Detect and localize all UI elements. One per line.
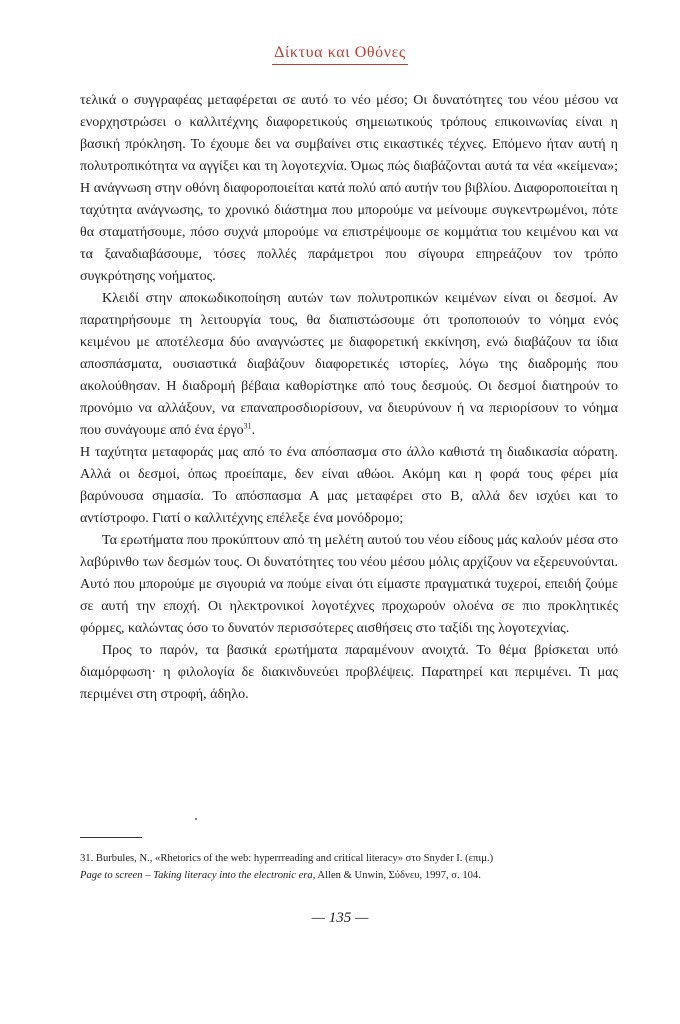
- header-title: Δίκτυα και Οθόνες: [272, 44, 408, 65]
- footnote-reference: 31: [243, 421, 252, 431]
- footnote-number: 31.: [80, 853, 94, 864]
- footnote-rule: [80, 837, 142, 838]
- paragraph-5: Προς το παρόν, τα βασικά ερωτήματα παραμένουν ανοιχτά. Το θέμα βρίσκεται υπό διαμόρφωση· η φιλολογία δε διακινδυνεύει προβλέψεις. Παρατηρεί και περιμένει. Τι μας περιμένει στη στροφή, άδηλο.: [80, 643, 618, 702]
- paragraph-2: [80, 288, 618, 442]
- page-number: — 135 —: [311, 910, 369, 926]
- running-header: [0, 44, 680, 65]
- body-text: [80, 90, 618, 706]
- footnote-line-2: [80, 867, 620, 884]
- paragraph-2-end: .: [251, 423, 256, 438]
- paragraph-3: Η ταχύτητα μεταφοράς μας από το ένα απόσπασμα στο άλλο καθιστά τη διαδικασία αόρατη. Αλλά οι δεσμοί, όπως προείπαμε, δεν είναι αθώοι. Ακόμη και η φορά τους φέρει μία βαρύνουσα σημασία. Το απόσπασμα Α μας μεταφέρει στο Β, αλλά δεν ισχύει και το αντίστροφο. Γιατί ο καλλιτέχνης επέλεξε ένα μονόδρομο;: [80, 445, 618, 526]
- footnote: [80, 850, 620, 884]
- footnote-publisher: , Allen & Unwin, Σύδνευ, 1997, σ. 104.: [312, 870, 481, 881]
- footnote-text: Burbules, N., «Rhetorics of the web: hyperrreading and critical literacy» στο Snyder I. (επιμ.): [95, 853, 494, 864]
- paragraph-1: τελικά ο συγγραφέας μεταφέρεται σε αυτό το νέο μέσο; Οι δυνατότητες του νέου μέσου να ενορχηστρώσει ο καλλιτέχνης διαφορετικούς σημειωτικούς τρόπους επικοινωνίας είναι η βασική πρόκληση. Το έχουμε δει να συμβαίνει στις εικαστικές τέχνες. Επόμενο ήταν αυτή η πολυτροπικότητα να αγγίξει και τη λογοτεχνία. Όμως πώς διαβάζονται αυτά τα νέα «κείμενα»; Η ανάγνωση στην οθόνη διαφοροποιείται κατά πολύ από αυτήν του βιβλίου. Διαφοροποιείται η ταχύτητα ανάγνωσης, το χρονικό διάστημα που μπορούμε να μείνουμε συγκεντρωμένοι, πότε θα σταματήσουμε, πόσο συχνά μπορούμε να επιστρέψουμε σε κομμάτια του κειμένου και να τα ξαναδιαβάσουμε, τόσες πολλές παράμετροι που σίγουρα επηρεάζουν τον τρόπο συγκρότησης νοήματος.: [80, 93, 618, 284]
- stray-mark: [195, 818, 197, 820]
- paragraph-2-text: Κλειδί στην αποκωδικοποίηση αυτών των πολυτροπικών κειμένων είναι οι δεσμοί. Αν παρατηρήσουμε τη λειτουργία τους, θα διαπιστώσουμε ότι τροποποιούν το νόημα ενός κειμένου με αποτέλεσμα δύο αναγνώστες με διαφορετική εκκίνηση, ενώ διαβάζουν τα ίδια αποσπάσματα, ουσιαστικά διαβάζουν διαφορετικές ιστορίες, λόγω της διαδρομής που ακολούθησαν. Η διαδρομή βέβαια καθορίστηκε από τους δεσμούς. Οι δεσμοί διατηρούν το προνόμιο να αλλάξουν, να επαναπροσδιορίσουν, να διευρύνουν ή να περιορίσουν το νόημα που συνάγουμε από ένα έργο: [80, 291, 618, 438]
- paragraph-4: Τα ερωτήματα που προκύπτουν από τη μελέτη αυτού του νέου είδους μάς καλούν μέσα στο λαβύρινθο των δεσμών τους. Οι δυνατότητες του νέου μέσου μόλις αρχίζουν να εξερευνούνται. Αυτό που μπορούμε με σιγουριά να πούμε είναι ότι είμαστε πραγματικά τυχεροί, επειδή ζούμε σε αυτή την εποχή. Οι ηλεκτρονικοί λογοτέχνες προχωρούν ολοένα σε πιο προκλητικές φόρμες, καλώντας όσο το δυνατόν περισσότερες αισθήσεις στο ταξίδι της λογοτεχνίας.: [80, 533, 618, 636]
- footnote-title: Page to screen – Taking literacy into the electronic era: [80, 870, 313, 881]
